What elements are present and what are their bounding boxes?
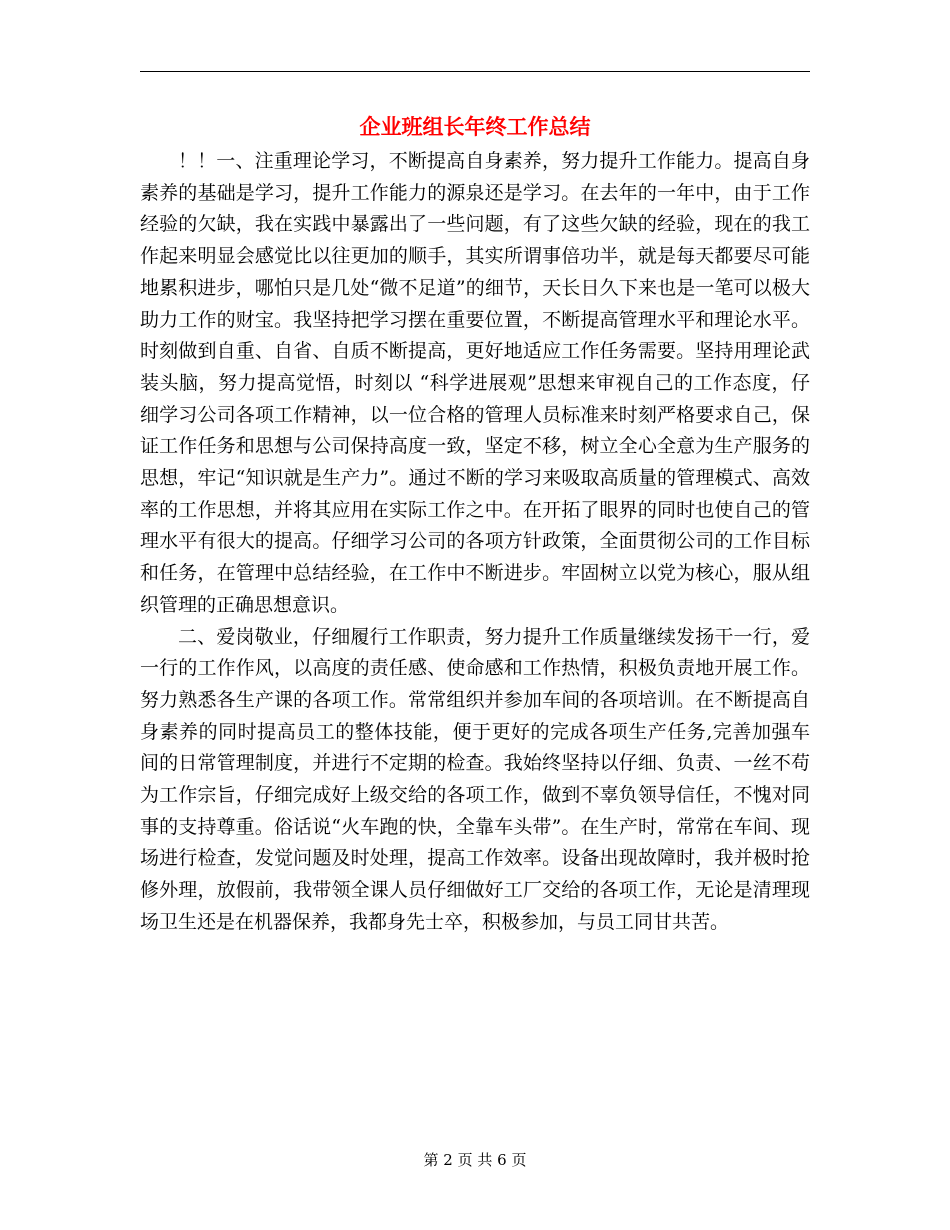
paragraph-2: 二、爱岗敬业，仔细履行工作职责，努力提升工作质量继续发扬干一行，爱一行的工作作风，以高度的责任感、使命感和工作热情，积极负责地开展工作。努力熟悉各生产课的各项工作。常常组织并参加车间的各项培训。在不断提高自身素养的同时提高员工的整体技能，便于更好的完成各项生产任务,完善加强车间的日常管理制度，并进行不定期的检查。我始终坚持以仔细、负责、一丝不苟为工作宗旨，仔细完成好上级交给的各项工作，做到不辜负领导信任，不愧对同事的支持尊重。俗话说“火车跑的快，全靠车头带”。在生产时，常常在车间、现场进行检查，发觉问题及时处理，提高工作效率。设备出现故障时，我并极时抢修外理，放假前，我带领全课人员仔细做好工厂交给的各项工作，无论是清理现场卫生还是在机器保养，我都身先士卒，积极参加，与员工同甘共苦。 (140, 625, 810, 933)
header-rule (140, 71, 810, 72)
document-title: 企业班组长年终工作总结 (359, 115, 591, 139)
paragraph-1: ！！一、注重理论学习，不断提高自身素养，努力提升工作能力。提高自身素养的基础是学习，提升工作能力的源泉还是学习。在去年的一年中，由于工作经验的欠缺，我在实践中暴露出了一些问题，有了这些欠缺的经验，现在的我工作起来明显会感觉比以往更加的顺手，其实所谓事倍功半，就是每天都要尽可能地累积进步，哪怕只是几处“微不足道”的细节，天长日久下来也是一笔可以极大助力工作的财宝。我坚持把学习摆在重要位置，不断提高管理水平和理论水平。时刻做到自重、自省、自质不断提高，更好地适应工作任务需要。坚持用理论武装头脑，努力提高觉悟，时刻以 “科学进展观”思想来审视自己的工作态度，仔细学习公司各项工作精神，以一位合格的管理人员标准来时刻严格要求自己，保证工作任务和思想与公司保持高度一致，坚定不移，树立全心全意为生产服务的思想，牢记“知识就是生产力”。通过不断的学习来吸取高质量的管理模式、高效率的工作思想，并将其应用在实际工作之中。在开拓了眼界的同时也使自己的管理水平有很大的提高。仔细学习公司的各项方针政策，全面贯彻公司的工作目标和任务，在管理中总结经验，在工作中不断进步。牢固树立以党为核心，服从组织管理的正确思想意识。 (140, 150, 810, 616)
document-body (140, 146, 810, 939)
page-number: 第 2 页 共 6 页 (423, 1151, 527, 1169)
